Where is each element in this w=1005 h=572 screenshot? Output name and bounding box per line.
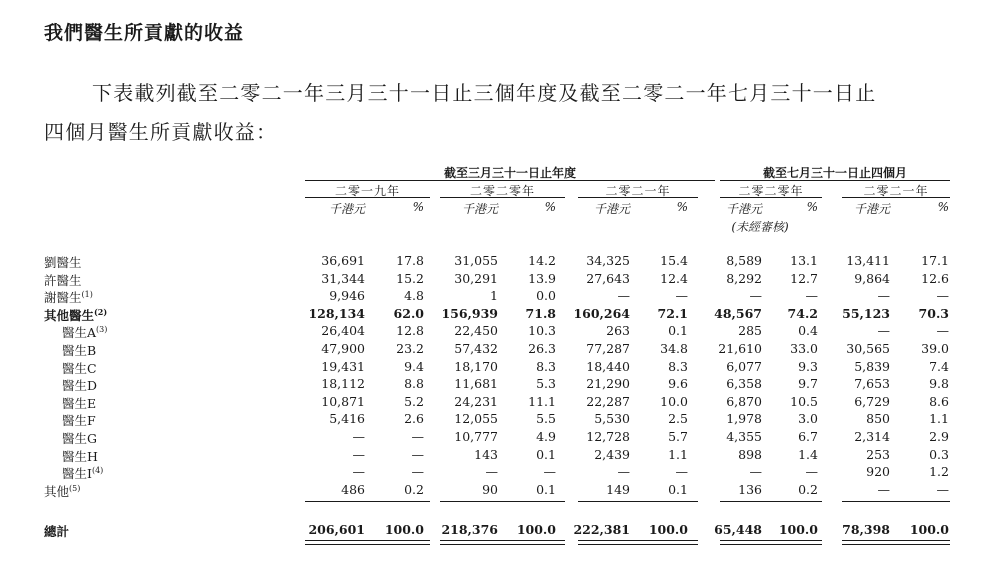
row-label [62,376,97,394]
table-cell: 3.0 [798,411,818,427]
table-cell: 10,777 [454,429,498,444]
table-cell: 128,134 [308,305,365,321]
intro-paragraph-line2: 四個月醫生所貢獻收益： [44,120,278,144]
row-label [62,411,96,429]
table-cell: 27,643 [586,270,630,286]
row-label-text: 醫生F [62,413,96,429]
table-cell: 9.6 [668,376,688,392]
table-cell: — [411,446,424,462]
total-cell: 78,398 [842,522,890,537]
table-cell: 6,729 [854,393,890,409]
table-cell: — [936,481,949,497]
table-cell: 13.1 [790,253,818,268]
total-double-rule [305,540,430,545]
total-cell: 218,376 [441,522,498,537]
section-title: 我們醫生所貢獻的收益 [44,22,245,44]
footnote-marker: (1) [81,290,93,300]
row-label [44,271,82,289]
row-label [62,447,98,465]
table-cell: 72.1 [657,305,688,321]
table-cell: 30,291 [454,270,498,286]
row-label [44,306,107,324]
table-cell: 15.2 [396,270,424,286]
table-cell: 0.2 [404,481,424,497]
unit-amount-label: 千港元 [725,202,762,216]
year-header-2021: 二零二一年 [605,184,671,198]
row-label-text: 謝醫生 [44,290,82,306]
table-cell: — [749,288,762,304]
table-cell: 1.1 [929,411,949,427]
table-cell: 11,681 [454,376,498,392]
row-label [62,359,97,377]
table-cell: — [749,464,762,480]
table-cell: 898 [738,446,762,462]
footnote-marker: (2) [94,306,108,317]
table-cell: — [352,464,365,480]
table-cell: 8,292 [726,270,762,286]
table-cell: — [805,288,818,304]
unit-pct-label: % [806,200,818,214]
table-cell: 5.7 [668,429,688,444]
table-cell: 1 [490,288,498,304]
row-label [44,253,82,271]
table-cell: 90 [482,481,498,497]
row-label-text: 醫生B [62,343,97,358]
table-cell: 23.2 [396,341,424,356]
unit-pct-label: % [544,200,556,214]
table-cell: — [675,464,688,480]
table-cell: 22,450 [454,323,498,339]
table-cell: 12.7 [790,270,818,286]
table-cell: 18,440 [586,358,630,374]
table-cell: — [543,464,556,480]
table-cell: 143 [474,446,498,462]
table-cell: 74.2 [787,305,818,321]
table-cell: 920 [866,464,890,480]
total-cell: 100.0 [516,522,556,537]
table-cell: — [485,464,498,480]
year-header-2020-4m: 二零二零年 [738,184,804,198]
year-rule [440,197,565,198]
unit-amount-label: 千港元 [853,202,890,216]
table-cell: 0.2 [798,481,818,497]
table-cell: 9.7 [798,376,818,392]
table-cell: 253 [866,446,890,462]
row-label [62,464,103,482]
table-cell: 13,411 [846,253,890,268]
table-cell: 62.0 [393,305,424,321]
table-cell: 149 [606,481,630,497]
table-cell: 19,431 [321,358,365,374]
table-cell: — [877,481,890,497]
table-cell: 12,055 [454,411,498,427]
row-label [62,323,107,341]
table-cell: 9.8 [929,376,949,392]
table-cell: 1.2 [929,464,949,480]
row-label-text: 醫生I [62,466,92,482]
year-header-2019: 二零一九年 [334,184,400,198]
subtotal-rule [842,501,950,502]
table-cell: 6.7 [798,429,818,444]
unaudited-note: (未經審核) [731,220,789,234]
row-label-text: 醫生D [62,378,98,394]
table-cell: 39.0 [921,341,949,356]
table-cell: — [805,464,818,480]
table-cell: 0.1 [668,323,688,339]
table-cell: 5.3 [536,376,556,392]
row-label-text: 許醫生 [44,272,82,288]
table-cell: 71.8 [525,305,556,321]
row-label-text: 醫生E [62,395,97,411]
table-cell: 5,839 [854,358,890,374]
table-cell: 8.8 [404,376,424,392]
table-cell: 77,287 [586,341,630,356]
subtotal-rule [578,501,698,502]
table-cell: 8,589 [726,253,762,268]
total-cell: 100.0 [909,522,949,537]
table-cell: 4.9 [536,429,556,444]
table-cell: 5.2 [404,393,424,409]
table-cell: — [352,429,365,444]
table-cell: 33.0 [790,341,818,356]
table-cell: 31,055 [454,253,498,268]
unit-pct-label: % [412,200,424,214]
table-cell: 1.4 [798,446,818,462]
table-cell: 17.8 [396,253,424,268]
table-cell: — [877,323,890,339]
table-cell: 26.3 [528,341,556,356]
table-cell: 0.1 [536,481,556,497]
table-cell: — [877,288,890,304]
table-cell: 21,610 [718,341,762,356]
table-cell: 17.1 [921,253,949,268]
group-header-rule [305,180,715,181]
table-cell: 160,264 [573,305,630,321]
group-header-fiscal-years: 截至三月三十一日止年度 [443,166,576,180]
table-cell: 36,691 [321,253,365,268]
table-cell: 7,653 [854,376,890,392]
table-cell: 10,871 [321,393,365,409]
total-cell: 206,601 [308,522,365,537]
total-cell: 65,448 [714,522,762,537]
subtotal-rule [305,501,430,502]
table-cell: — [936,323,949,339]
table-cell: — [617,288,630,304]
table-cell: — [675,288,688,304]
table-cell: 850 [866,411,890,427]
row-label-text: 醫生G [62,431,97,446]
total-cell: 100.0 [384,522,424,537]
total-top-rule [305,511,950,512]
row-label-text: 醫生C [62,360,97,376]
table-cell: 15.4 [660,253,688,268]
table-cell: 21,290 [586,376,630,392]
table-cell: 5.5 [536,411,556,427]
unit-amount-label: 千港元 [593,202,630,216]
table-cell: 9,946 [329,288,365,304]
year-header-2021-4m: 二零二一年 [863,184,929,198]
table-cell: 24,231 [454,393,498,409]
table-cell: 10.0 [660,393,688,409]
unit-amount-label: 千港元 [328,202,365,216]
total-cell: 222,381 [573,522,630,537]
table-cell: 4.8 [404,288,424,304]
table-cell: 22,287 [586,393,630,409]
table-cell: 30,565 [846,341,890,356]
table-cell: 285 [738,323,762,339]
table-cell: 10.3 [528,323,556,339]
table-cell: 2.5 [668,411,688,427]
table-cell: 70.3 [918,305,949,321]
table-cell: 2,439 [594,446,630,462]
footnote-marker: (5) [69,483,81,493]
year-rule [305,197,430,198]
table-cell: 34.8 [660,341,688,356]
table-cell: 10.5 [790,393,818,409]
total-double-rule [578,540,698,545]
table-cell: 57,432 [454,341,498,356]
intro-paragraph-line1: 下表載列截至二零二一年三月三十一日止三個年度及截至二零二一年七月三十一日止 [92,81,877,105]
table-cell: 4,355 [726,429,762,444]
total-double-rule [720,540,822,545]
table-cell: 55,123 [842,305,890,321]
footnote-marker: (3) [96,325,108,335]
subtotal-rule [440,501,565,502]
table-cell: 12.6 [921,270,949,286]
table-cell: 2.6 [404,411,424,427]
table-cell: 6,870 [726,393,762,409]
table-cell: 0.3 [929,446,949,462]
table-cell: — [411,464,424,480]
table-cell: — [352,446,365,462]
table-cell: 13.9 [528,270,556,286]
table-cell: 12,728 [586,429,630,444]
table-cell: 6,358 [726,376,762,392]
table-cell: 0.0 [536,288,556,304]
table-cell: 47,900 [321,341,365,356]
row-label-text: 劉醫生 [44,255,82,270]
row-label [44,482,80,500]
total-double-rule [842,540,950,545]
table-cell: 11.1 [528,393,556,409]
table-cell: 1,978 [726,411,762,427]
table-cell: 9.4 [404,358,424,374]
row-label [62,394,96,412]
total-label: 總計 [44,524,70,539]
table-cell: 14.2 [528,253,556,268]
table-cell: 1.1 [668,446,688,462]
table-cell: 7.4 [929,358,949,374]
table-cell: 0.4 [798,323,818,339]
table-cell: 9,864 [854,270,890,286]
table-cell: 34,325 [586,253,630,268]
row-label [62,341,96,359]
table-cell: 26,404 [321,323,365,339]
group-header-four-months: 截至七月三十一日止四個月 [762,166,907,180]
row-label-text: 醫生A [62,325,97,341]
unit-pct-label: % [937,200,949,214]
row-label-text: 其他醫生 [44,307,95,323]
table-cell: 2.9 [929,429,949,444]
table-cell: 5,416 [329,411,365,427]
row-label-text: 其他 [44,483,70,499]
year-header-2020: 二零二零年 [469,184,535,198]
table-cell: 31,344 [321,270,365,286]
table-cell: 48,567 [714,305,762,321]
table-cell: 8.3 [536,358,556,374]
table-cell: 136 [738,481,762,497]
row-label [62,429,97,447]
footnote-marker: (4) [91,466,104,476]
table-cell: 2,314 [854,429,890,444]
table-cell: 0.1 [536,446,556,462]
year-rule [842,197,950,198]
year-rule [578,197,698,198]
table-cell: 9.3 [798,358,818,374]
table-cell: 156,939 [441,305,498,321]
table-cell: 8.3 [668,358,688,374]
table-cell: 18,112 [321,376,365,392]
total-cell: 100.0 [778,522,818,537]
table-cell: 18,170 [454,358,498,374]
total-cell: 100.0 [648,522,688,537]
table-cell: 0.1 [668,481,688,497]
table-cell: 12.8 [396,323,424,339]
unit-amount-label: 千港元 [461,202,498,216]
table-cell: — [936,288,949,304]
total-double-rule [440,540,565,545]
table-cell: 263 [606,323,630,339]
table-cell: 12.4 [660,270,688,286]
table-cell: — [617,464,630,480]
table-cell: 486 [341,481,365,497]
row-label-text: 醫生H [62,448,98,464]
year-rule [720,197,822,198]
table-cell: 5,530 [594,411,630,427]
table-cell: 6,077 [726,358,762,374]
row-label [44,288,93,306]
table-cell: 8.6 [929,393,949,409]
table-cell: — [411,429,424,444]
unit-pct-label: % [676,200,688,214]
subtotal-rule [720,501,822,502]
group-header-rule [720,180,950,181]
